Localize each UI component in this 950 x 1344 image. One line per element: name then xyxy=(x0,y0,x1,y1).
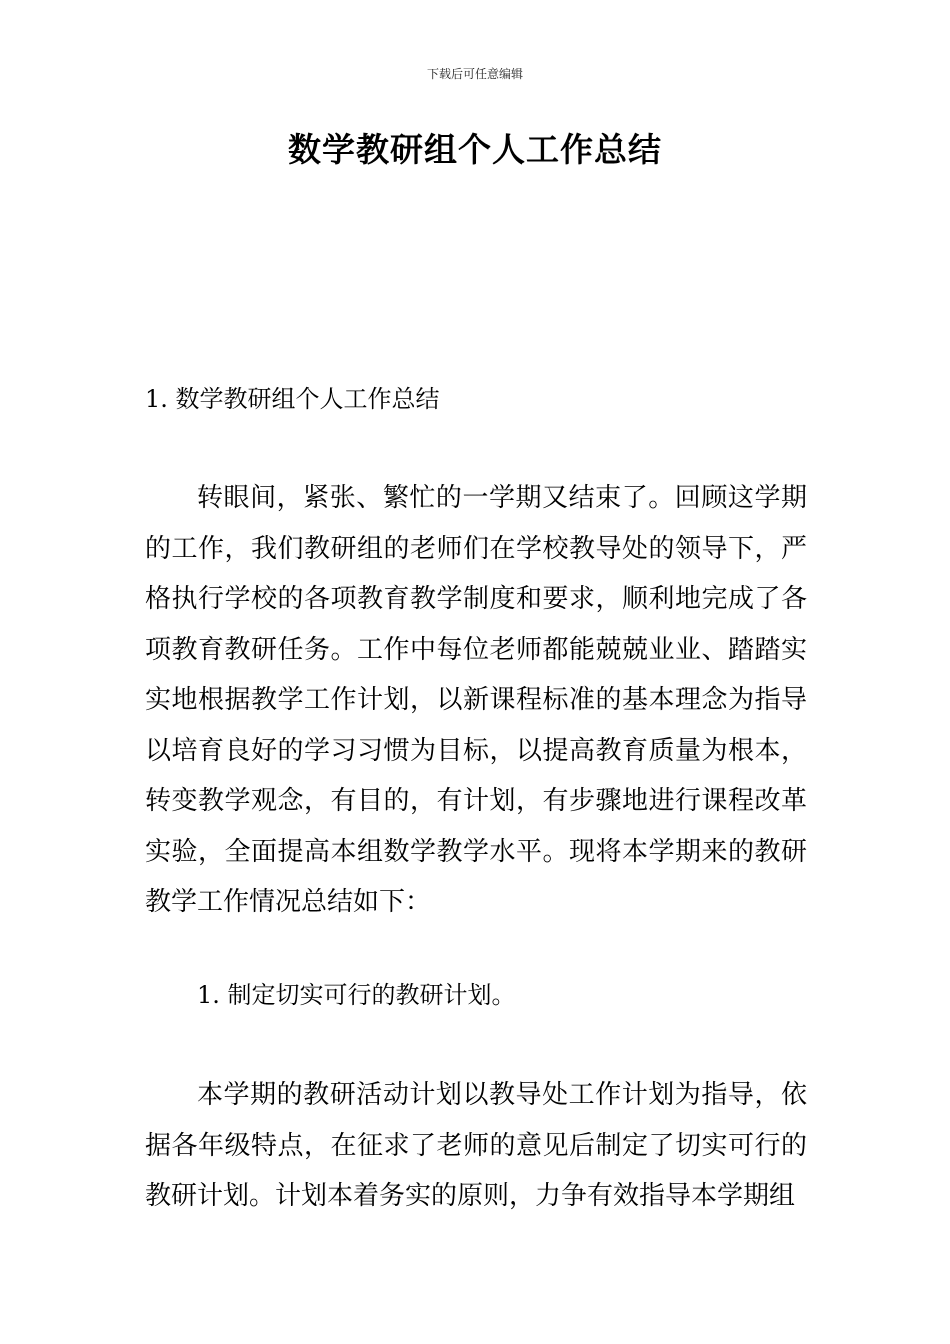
header-note: 下载后可任意编辑 xyxy=(426,67,523,81)
section-heading: 1. 数学教研组个人工作总结 xyxy=(145,385,440,413)
body-paragraph: 本学期的教研活动计划以教导处工作计划为指导，依据各年级特点，在征求了老师的意见后制定了切实可行的教研计划。计划本着务实的原则，力争有效指导本学期组 xyxy=(145,1080,807,1211)
sub-heading: 1. 制定切实可行的教研计划。 xyxy=(197,981,516,1009)
body-paragraph: 转眼间，紧张、繁忙的一学期又结束了。回顾这学期的工作，我们教研组的老师们在学校教导处的领导下，严格执行学校的各项教育教学制度和要求，顺利地完成了各项教育教研任务。工作中每位老师都能兢兢业业、踏踏实实地根据教学工作计划，以新课程标准的基本理念为指导以培育良好的学习习惯为目标，以提高教育质量为根本，转变教学观念，有目的，有计划，有步骤地进行课程改革实验，全面提高本组数学教学水平。现将本学期来的教研教学工作情况总结如下： xyxy=(145,483,807,917)
document-title: 数学教研组个人工作总结 xyxy=(288,130,662,169)
